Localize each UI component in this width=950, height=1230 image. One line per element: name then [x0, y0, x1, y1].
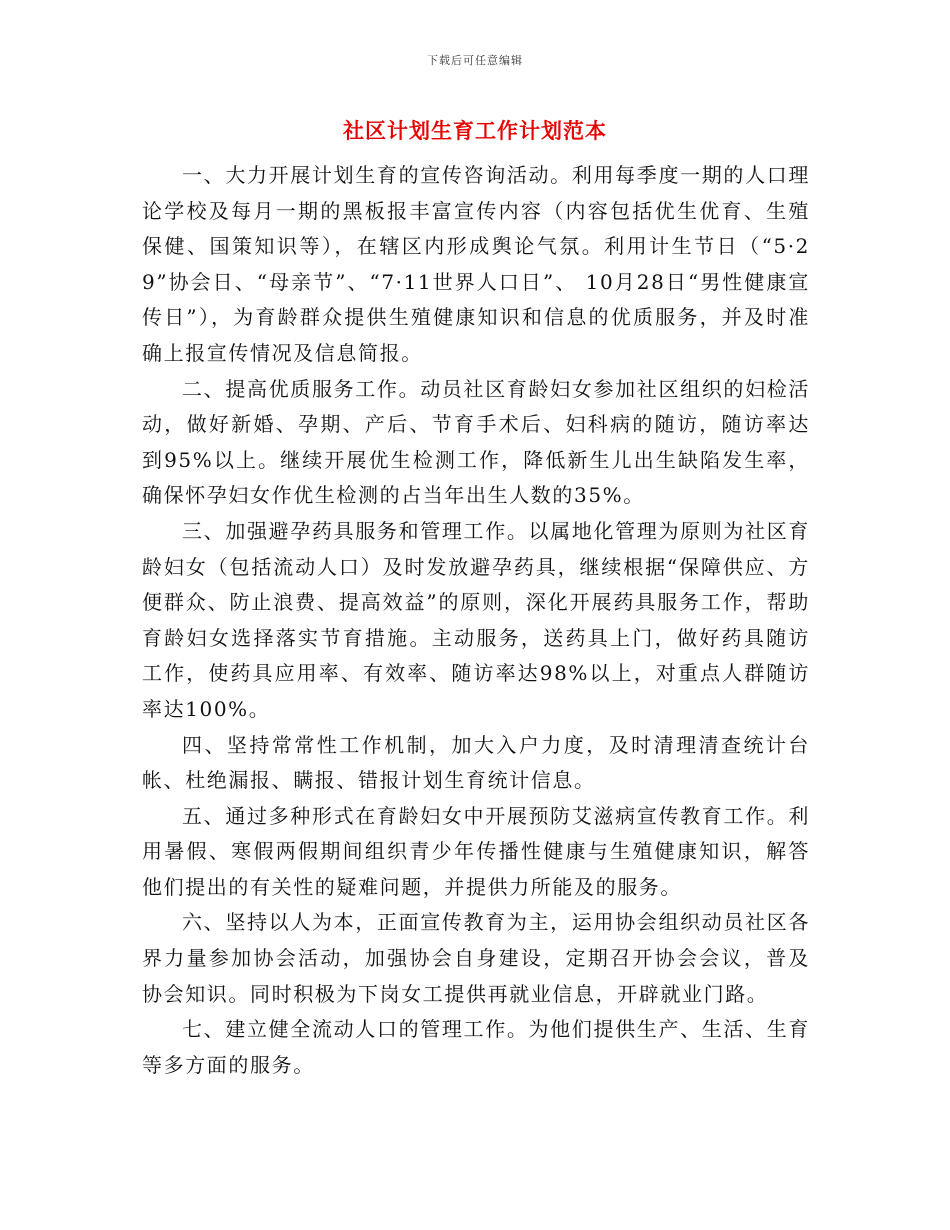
header-note: 下载后可任意编辑 [427, 54, 523, 67]
document-title: 社区计划生育工作计划范本 [343, 118, 607, 143]
document-body [142, 158, 810, 1083]
paragraph-4: 四、坚持常常性工作机制，加大入户力度，及时清理清查统计台帐、杜绝漏报、瞒报、错报计划生育统计信息。 [142, 732, 810, 793]
paragraph-5: 五、通过多种形式在育龄妇女中开展预防艾滋病宣传教育工作。利用暑假、寒假两假期间组织青少年传播性健康与生殖健康知识，解答他们提出的有关性的疑难问题，并提供力所能及的服务。 [142, 803, 810, 899]
paragraph-3: 三、加强避孕药具服务和管理工作。以属地化管理为原则为社区育龄妇女（包括流动人口）及时发放避孕药具，继续根据“保障供应、方便群众、防止浪费、提高效益”的原则，深化开展药具服务工作，帮助育龄妇女选择落实节育措施。主动服务，送药具上门，做好药具随访工作，使药具应用率、有效率、随访率达98%以上，对重点人群随访率达100%。 [142, 518, 810, 721]
paragraph-2: 二、提高优质服务工作。动员社区育龄妇女参加社区组织的妇检活动，做好新婚、孕期、产后、节育手术后、妇科病的随访，随访率达到95%以上。继续开展优生检测工作，降低新生儿出生缺陷发生率，确保怀孕妇女作优生检测的占当年出生人数的35%。 [142, 376, 810, 508]
paragraph-7: 七、建立健全流动人口的管理工作。为他们提供生产、生活、生育等多方面的服务。 [142, 1017, 810, 1077]
paragraph-6: 六、坚持以人为本，正面宣传教育为主，运用协会组织动员社区各界力量参加协会活动，加强协会自身建设，定期召开协会会议，普及协会知识。同时积极为下岗女工提供再就业信息，开辟就业门路。 [142, 910, 810, 1006]
paragraph-1: 一、大力开展计划生育的宣传咨询活动。利用每季度一期的人口理论学校及每月一期的黑板报丰富宣传内容（内容包括优生优育、生殖保健、国策知识等），在辖区内形成舆论气氛。利用计生节日（“5·29”协会日、“母亲节”、“7·11世界人口日”、 10月28日“男性健康宣传日”），为育龄群众提供生殖健康知识和信息的优质服务，并及时准确上报宣传情况及信息简报。 [142, 163, 810, 365]
